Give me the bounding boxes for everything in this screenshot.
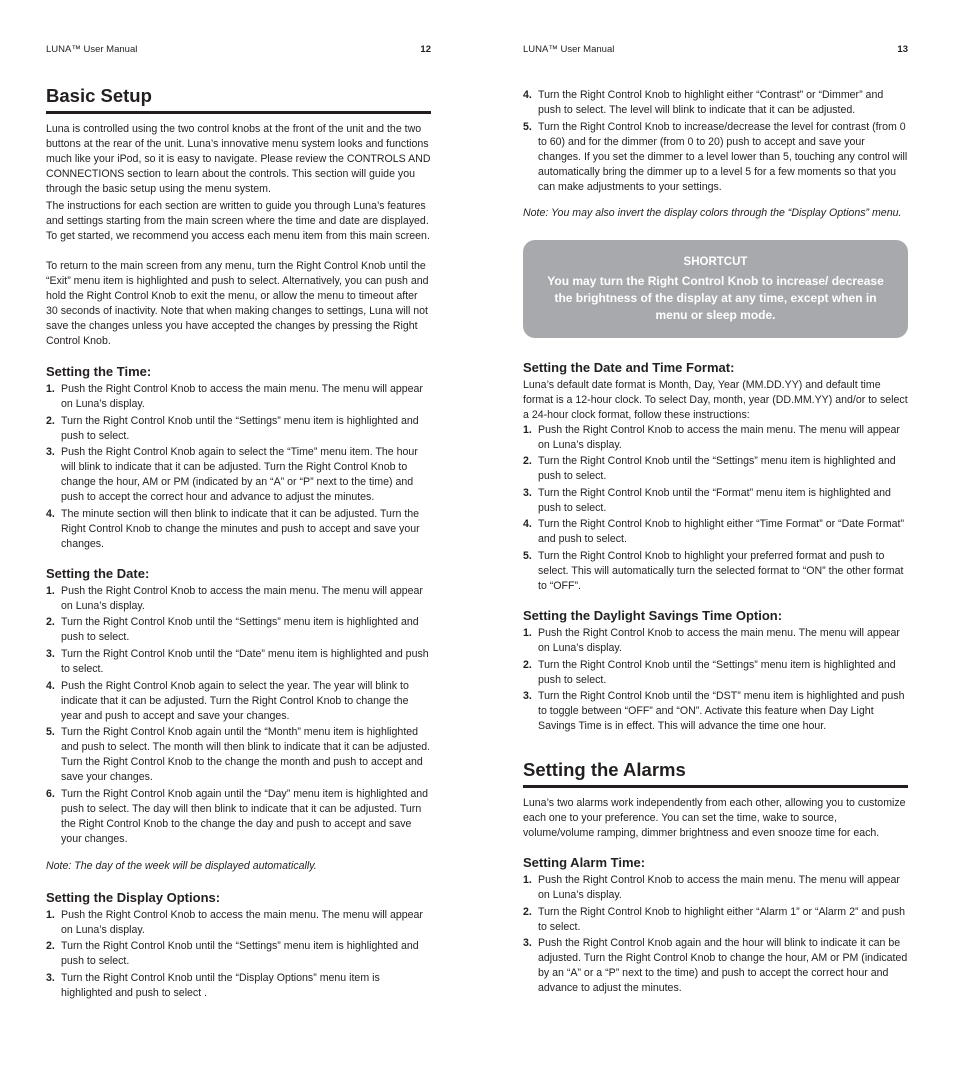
subheading-display-options: Setting the Display Options: bbox=[46, 889, 221, 905]
subheading-alarm-time: Setting Alarm Time: bbox=[523, 855, 646, 871]
step-number: 3. bbox=[46, 647, 55, 660]
step-item bbox=[46, 584, 431, 614]
step-item bbox=[46, 787, 431, 847]
step-text: Push the Right Control Knob to access the main menu. The menu will appear on Luna’s display. bbox=[61, 908, 423, 936]
page-header bbox=[523, 44, 908, 58]
step-item bbox=[523, 120, 908, 195]
page-number: 13 bbox=[897, 44, 908, 55]
step-item bbox=[523, 454, 908, 484]
right-content bbox=[523, 88, 908, 998]
step-text: Turn the Right Control Knob to highlight either “Time Format” or “Date Format” and push to select. bbox=[538, 518, 905, 546]
steps-display-options bbox=[46, 908, 431, 1001]
step-item bbox=[523, 549, 908, 594]
step-text: Push the Right Control Knob to access the main menu. The menu will appear on Luna’s display. bbox=[61, 383, 423, 410]
step-item bbox=[46, 725, 431, 785]
step-item bbox=[46, 507, 431, 552]
step-text: Turn the Right Control Knob until the “Settings” menu item is highlighted and push to select. bbox=[61, 940, 419, 968]
step-text: Turn the Right Control Knob until the “Settings” menu item is highlighted and push to select. bbox=[61, 414, 419, 442]
shortcut-title: SHORTCUT bbox=[683, 255, 748, 268]
step-number: 4. bbox=[46, 679, 55, 692]
step-number: 3. bbox=[523, 937, 532, 950]
step-number: 2. bbox=[523, 455, 532, 468]
step-number: 3. bbox=[523, 690, 532, 703]
step-item bbox=[46, 908, 431, 938]
step-item bbox=[523, 873, 908, 903]
left-content bbox=[46, 84, 431, 1003]
step-item bbox=[523, 486, 908, 516]
subheading-date-time-format: Setting the Date and Time Format: bbox=[523, 359, 735, 375]
note-day-of-week: Note: The day of the week will be displayed automatically. bbox=[46, 859, 317, 872]
note-invert-colors: Note: You may also invert the display colors through the “Display Options” menu. bbox=[523, 206, 902, 219]
step-item bbox=[523, 626, 908, 656]
step-item bbox=[523, 517, 908, 547]
step-item bbox=[46, 939, 431, 969]
page-header bbox=[46, 44, 431, 58]
header-title: LUNA™ User Manual bbox=[523, 44, 615, 55]
step-number: 4. bbox=[523, 518, 532, 531]
step-number: 2. bbox=[46, 940, 55, 953]
section-heading-basic-setup: Basic Setup bbox=[46, 84, 431, 114]
step-number: 2. bbox=[46, 414, 55, 427]
step-item bbox=[523, 689, 908, 734]
step-text: The minute section will then blink to indicate that it can be adjusted. Turn the Right Control Knob to change the minutes and push to accept and save your changes. bbox=[61, 507, 420, 550]
step-number: 1. bbox=[523, 423, 532, 436]
steps-setting-time bbox=[46, 382, 431, 552]
step-item bbox=[46, 414, 431, 444]
alarms-intro: Luna’s two alarms work independently from each other, allowing you to customize each one to your preference. You can set the time, wake to source, volume/volume ramping, dimmer brightness and even snooze time for each. bbox=[523, 797, 906, 840]
step-item bbox=[46, 382, 431, 412]
step-number: 5. bbox=[46, 726, 55, 739]
step-text: Turn the Right Control Knob to highlight your preferred format and push to select. This will automatically turn the selected format to “ON” the other format to “OFF”. bbox=[538, 549, 904, 592]
left-page bbox=[46, 0, 431, 1074]
step-text: Turn the Right Control Knob again until the “Day” menu item is highlighted and push to select. The day will then blink to indicate that it can be adjusted. Turn the Right Control Knob to the change the day and push to accept and save your changes. bbox=[61, 787, 429, 845]
step-number: 1. bbox=[46, 383, 55, 395]
step-item bbox=[46, 445, 431, 505]
step-number: 5. bbox=[523, 120, 532, 133]
step-text: Push the Right Control Knob again and the hour will blink to indicate it can be adjusted. Turn the Right Control Knob to change the hour, AM or PM (indicated by an “A” or a “P” next to the time) and push to accept the correct hour and advance to adjust the minutes. bbox=[538, 937, 908, 995]
step-text: Turn the Right Control Knob again until the “Month” menu item is highlighted and push to select. The month will then blink to indicate that it can be adjusted. Turn the Right Control Knob to the change the month and push to accept and save your changes. bbox=[61, 726, 431, 784]
steps-setting-date bbox=[46, 584, 431, 847]
step-text: Turn the Right Control Knob until the “Format” menu item is highlighted and push to select. bbox=[538, 486, 891, 514]
step-item bbox=[46, 971, 431, 1001]
page-number: 12 bbox=[420, 44, 431, 55]
step-item bbox=[523, 88, 908, 118]
header-title: LUNA™ User Manual bbox=[46, 44, 138, 55]
steps-display-options-continued bbox=[523, 88, 908, 195]
step-item bbox=[46, 647, 431, 677]
intro-paragraph: Luna is controlled using the two control knobs at the front of the unit and the two buttons at the rear of the unit. Luna’s innovative menu system looks and functions much like your iPod, so it is easy to navigate. Please review the CONTROLS AND CONNECTIONS section to learn about the controls. This section will guide you through the basic setup using the menu system. bbox=[46, 123, 431, 195]
step-text: Push the Right Control Knob again to select the “Time” menu item. The hour will blink to indicate that it can be adjusted. Turn the Right Control Knob to change the hour, AM or PM (indicated by an “A” or “P” next to the time) and push to accept the correct hour and advance to adjust the minutes. bbox=[61, 446, 418, 504]
step-number: 1. bbox=[523, 874, 532, 887]
steps-dst bbox=[523, 626, 908, 734]
step-text: Turn the Right Control Knob to increase/decrease the level for contrast (from 0 to 60) and for the dimmer (from 0 to 20) push to accept and save your changes. If you set the dimmer to a level lower than 5, touching any control will automatically bring the dimmer up to a level 5 for a few moments so that you can make adjustments to your settings. bbox=[538, 120, 908, 193]
step-number: 2. bbox=[523, 658, 532, 671]
step-number: 3. bbox=[523, 486, 532, 499]
step-item bbox=[523, 423, 908, 453]
step-number: 2. bbox=[523, 905, 532, 918]
step-text: Turn the Right Control Knob until the “Settings” menu item is highlighted and push to select. bbox=[538, 658, 896, 686]
step-number: 1. bbox=[523, 626, 532, 639]
subheading-setting-time: Setting the Time: bbox=[46, 364, 152, 379]
subheading-setting-date: Setting the Date: bbox=[46, 565, 150, 581]
step-text: Push the Right Control Knob to access the main menu. The menu will appear on Luna’s display. bbox=[61, 584, 423, 612]
step-text: Turn the Right Control Knob to highlight either “Alarm 1” or “Alarm 2” and push to select. bbox=[538, 905, 906, 933]
steps-alarm-time bbox=[523, 873, 908, 996]
step-text: Turn the Right Control Knob until the “Date” menu item is highlighted and push to select. bbox=[61, 647, 429, 675]
step-text: Push the Right Control Knob to access the main menu. The menu will appear on Luna’s display. bbox=[538, 423, 900, 451]
step-text: Turn the Right Control Knob until the “DST” menu item is highlighted and push to toggle between “OFF” and “ON”. Activate this feature when Day Light Savings Time is in effect. This will advance the time one hour. bbox=[538, 690, 905, 733]
step-number: 5. bbox=[523, 549, 532, 562]
step-item bbox=[523, 905, 908, 935]
shortcut-callout bbox=[523, 240, 908, 338]
step-text: Push the Right Control Knob to access the main menu. The menu will appear on Luna’s display. bbox=[538, 626, 900, 654]
step-text: Turn the Right Control Knob until the “Display Options” menu item is highlighted and push to select . bbox=[61, 971, 380, 999]
step-number: 4. bbox=[523, 89, 532, 101]
step-number: 6. bbox=[46, 787, 55, 800]
right-page bbox=[523, 0, 908, 1074]
step-text: Turn the Right Control Knob to highlight either “Contrast” or “Dimmer” and push to select. The level will blink to indicate that it can be adjusted. bbox=[538, 89, 884, 116]
subheading-dst: Setting the Daylight Savings Time Option: bbox=[523, 607, 783, 623]
step-number: 1. bbox=[46, 584, 55, 597]
step-text: Turn the Right Control Knob until the “Settings” menu item is highlighted and push to select. bbox=[538, 455, 896, 483]
step-number: 3. bbox=[46, 446, 55, 459]
intro-paragraph: The instructions for each section are written to guide you through Luna’s features and settings starting from the main screen where the time and date are displayed. To get started, we recommend you access each menu item from this main screen. bbox=[46, 200, 430, 242]
step-number: 2. bbox=[46, 616, 55, 629]
section-heading-setting-alarms: Setting the Alarms bbox=[523, 758, 908, 788]
format-intro: Luna’s default date format is Month, Day, Year (MM.DD.YY) and default time format is a 12-hour clock. To select Day, month, year (DD.MM.YY) and/or to select a 24-hour clock format, follow these instructions: bbox=[523, 378, 908, 421]
steps-date-time-format bbox=[523, 423, 908, 594]
step-text: Push the Right Control Knob again to select the year. The year will blink to indicate that it can be adjusted. Turn the Right Control Knob to change the year and push to accept and save your changes. bbox=[61, 679, 409, 722]
intro-paragraph: To return to the main screen from any menu, turn the Right Control Knob until the “Exit” menu item is highlighted and push to select. Alternatively, you can push and hold the Right Control Knob to exit the menu, or allow the menu to timeout after 30 seconds of inactivity. Note that when making changes to settings, Luna will not save the changes unless you have accepted the changes by pressing the Right Control Knob. bbox=[46, 260, 429, 347]
step-text: Turn the Right Control Knob until the “Settings” menu item is highlighted and push to select. bbox=[61, 616, 419, 644]
shortcut-text: You may turn the Right Control Knob to increase/ decrease the brightness of the display at any time, except when in menu or sleep mode. bbox=[547, 273, 884, 322]
step-item bbox=[46, 679, 431, 724]
step-item bbox=[523, 936, 908, 996]
step-item bbox=[46, 615, 431, 645]
step-text: Push the Right Control Knob to access the main menu. The menu will appear on Luna’s display. bbox=[538, 874, 900, 902]
step-item bbox=[523, 658, 908, 688]
step-number: 3. bbox=[46, 971, 55, 984]
step-number: 1. bbox=[46, 908, 55, 921]
step-number: 4. bbox=[46, 507, 55, 520]
